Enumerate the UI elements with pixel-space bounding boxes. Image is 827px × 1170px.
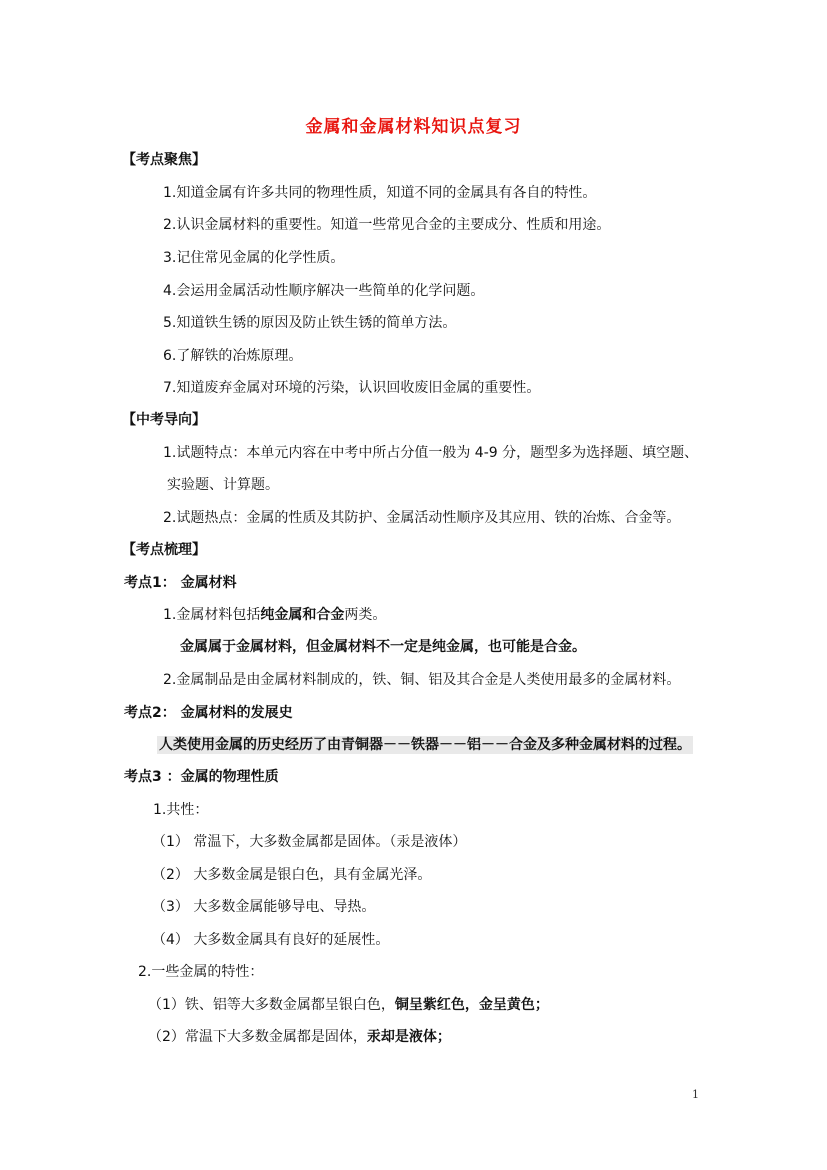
page-number: 1 [692,1088,699,1101]
topic3-heading: 考点3 ：金属的物理性质 [124,769,279,785]
bold-span: 汞却是液体； [366,1029,451,1045]
focus-item: 3.记住常见金属的化学性质。 [163,250,345,266]
text-span: （2）常温下大多数金属都是固体， [148,1029,367,1045]
text-span: 1.金属材料包括 [163,607,261,623]
special-heading: 2.一些金属的特性： [138,964,264,980]
topic1-heading: 考点1： 金属材料 [124,575,237,591]
text-span: 两类。 [344,607,387,623]
special-item-2 [148,1027,451,1047]
special-item-1 [148,995,549,1015]
common-item: （1） 常温下，大多数金属都是固体。（汞是液体） [152,834,467,850]
focus-item: 4.会运用金属活动性顺序解决一些简单的化学问题。 [163,283,485,299]
guide-item: 1.试题特点：本单元内容在中考中所占分值一般为 4-9 分，题型多为选择题、填空题、 [163,445,699,461]
highlight-span: 人类使用金属的历史经历了由青铜器－－铁器－－铝－－合金及多种金属材料的过程。 [159,737,691,753]
topic2-heading: 考点2： 金属材料的发展史 [124,705,293,721]
section-heading-review: 【考点梳理】 [122,542,206,558]
common-item: （3） 大多数金属能够导电、导热。 [152,899,376,915]
document-title: 金属和金属材料知识点复习 [305,117,522,137]
focus-item: 1.知道金属有许多共同的物理性质，知道不同的金属具有各自的特性。 [163,185,597,201]
common-item: （2） 大多数金属是银白色，具有金属光泽。 [152,867,432,883]
guide-item-continued: 实验题、计算题。 [167,477,279,493]
focus-item: 6.了解铁的冶炼原理。 [163,348,303,364]
topic1-line3: 2.金属制品是由金属材料制成的，铁、铜、铝及其合金是人类使用最多的金属材料。 [163,672,681,688]
section-heading-guide: 【中考导向】 [122,412,206,428]
topic2-highlight [157,735,693,755]
guide-item: 2.试题热点：金属的性质及其防护、金属活动性顺序及其应用、铁的冶炼、合金等。 [163,510,681,526]
section-heading-focus: 【考点聚焦】 [122,152,206,168]
topic1-line1 [163,605,386,625]
topic1-emphasis: 金属属于金属材料，但金属材料不一定是纯金属，也可能是合金。 [180,639,586,655]
common-heading: 1.共性： [153,802,209,818]
text-span: （1）铁、铝等大多数金属都呈银白色， [148,997,395,1013]
bold-span: 铜呈紫红色，金呈黄色； [394,997,549,1013]
common-item: （4） 大多数金属具有良好的延展性。 [152,932,390,948]
focus-item: 5.知道铁生锈的原因及防止铁生锈的简单方法。 [163,315,457,331]
focus-item: 2.认识金属材料的重要性。知道一些常见合金的主要成分、性质和用途。 [163,217,611,233]
bold-span: 纯金属和合金 [260,607,345,623]
focus-item: 7.知道废弃金属对环境的污染，认识回收废旧金属的重要性。 [163,380,541,396]
